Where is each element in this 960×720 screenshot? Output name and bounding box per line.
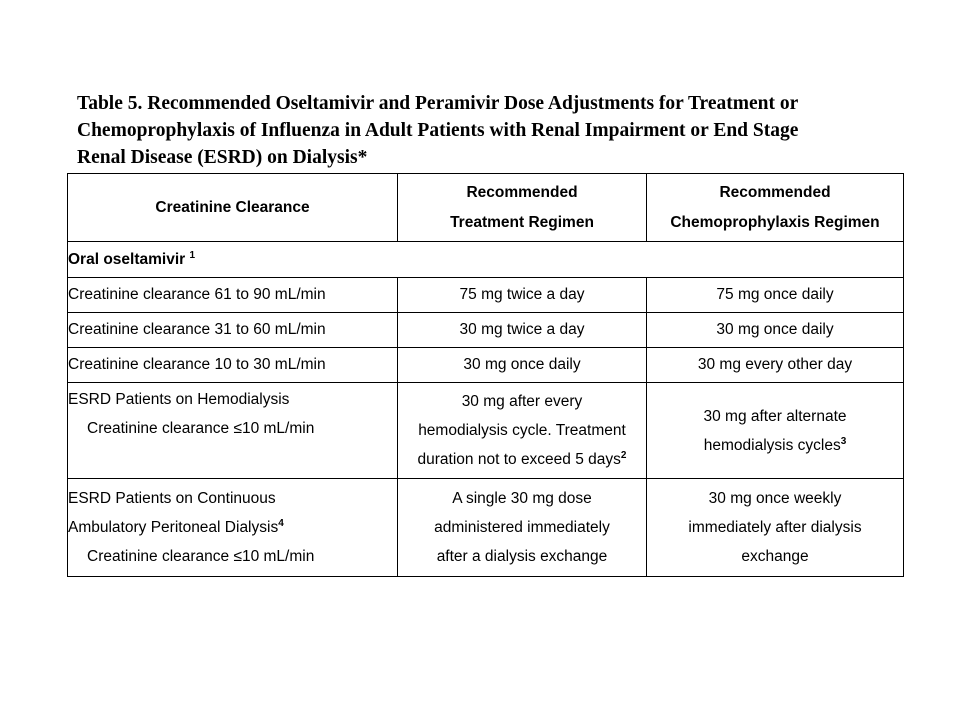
header-treatment-regimen [398,174,647,242]
cell-line [68,513,397,542]
chemoprophylaxis-cell: 75 mg once daily [647,278,904,313]
header-chemoprophylaxis-regimen [647,174,904,242]
section-oral-oseltamivir [68,242,904,278]
caption-line: Renal Disease (ESRD) on Dialysis* [77,147,368,168]
caption-line: Chemoprophylaxis of Influenza in Adult Patients with Renal Impairment or End Stage [77,120,799,141]
treatment-cell: 75 mg twice a day [398,278,647,313]
cell-line: ESRD Patients on Continuous [68,490,276,507]
footnote-marker: 1 [189,249,196,261]
cell-line: exchange [741,548,809,565]
treatment-cell: 30 mg once daily [398,348,647,383]
cell-line: A single 30 mg dose [452,490,592,507]
clearance-cell [68,479,398,577]
section-label: Oral oseltamivir [68,250,186,268]
cell-line [398,445,646,474]
section-row [68,242,904,278]
table-row [68,313,904,348]
cell-line-text: hemodialysis cycles [703,436,841,454]
table-row [68,278,904,313]
cell-line [647,431,903,460]
cell-line: Creatinine clearance ≤10 mL/min [87,548,315,565]
table-row-capd [68,479,904,577]
table-row [68,348,904,383]
clearance-cell: Creatinine clearance 31 to 60 mL/min [68,313,398,348]
clearance-cell: Creatinine clearance 10 to 30 mL/min [68,348,398,383]
cell-line: administered immediately [434,519,610,536]
footnote-marker: 3 [840,435,847,447]
chemoprophylaxis-cell: 30 mg every other day [647,348,904,383]
cell-line-text: Ambulatory Peritoneal Dialysis [68,519,279,536]
header-creatinine-clearance: Creatinine Clearance [68,174,398,242]
clearance-cell: Creatinine clearance 61 to 90 mL/min [68,278,398,313]
footnote-marker: 2 [620,450,627,461]
header-line: Treatment Regimen [450,213,594,231]
cell-line: hemodialysis cycle. Treatment [418,422,626,439]
clearance-cell [68,383,398,479]
treatment-cell [398,479,647,577]
cell-line: Creatinine clearance ≤10 mL/min [87,420,315,437]
dose-adjustment-table [67,173,904,577]
table-caption [77,90,907,171]
footnote-marker: 4 [278,518,284,529]
header-line: Recommended [719,183,831,201]
cell-line: 30 mg once weekly [708,490,842,507]
treatment-cell [398,383,647,479]
treatment-cell: 30 mg twice a day [398,313,647,348]
cell-line: after a dialysis exchange [436,548,608,565]
caption-line: Table 5. Recommended Oseltamivir and Peramivir Dose Adjustments for Treatment or [77,93,799,114]
chemoprophylaxis-cell: 30 mg once daily [647,313,904,348]
cell-line: 30 mg after alternate [703,407,847,425]
header-line: Chemoprophylaxis Regimen [670,213,880,231]
cell-line: immediately after dialysis [688,519,862,536]
cell-line-text: duration not to exceed 5 days [417,451,621,468]
chemoprophylaxis-cell [647,383,904,479]
table-row-hemodialysis [68,383,904,479]
chemoprophylaxis-cell [647,479,904,577]
cell-line: ESRD Patients on Hemodialysis [68,391,290,408]
table-header-row [68,174,904,242]
cell-line: 30 mg after every [461,393,583,410]
header-line: Recommended [466,183,578,201]
